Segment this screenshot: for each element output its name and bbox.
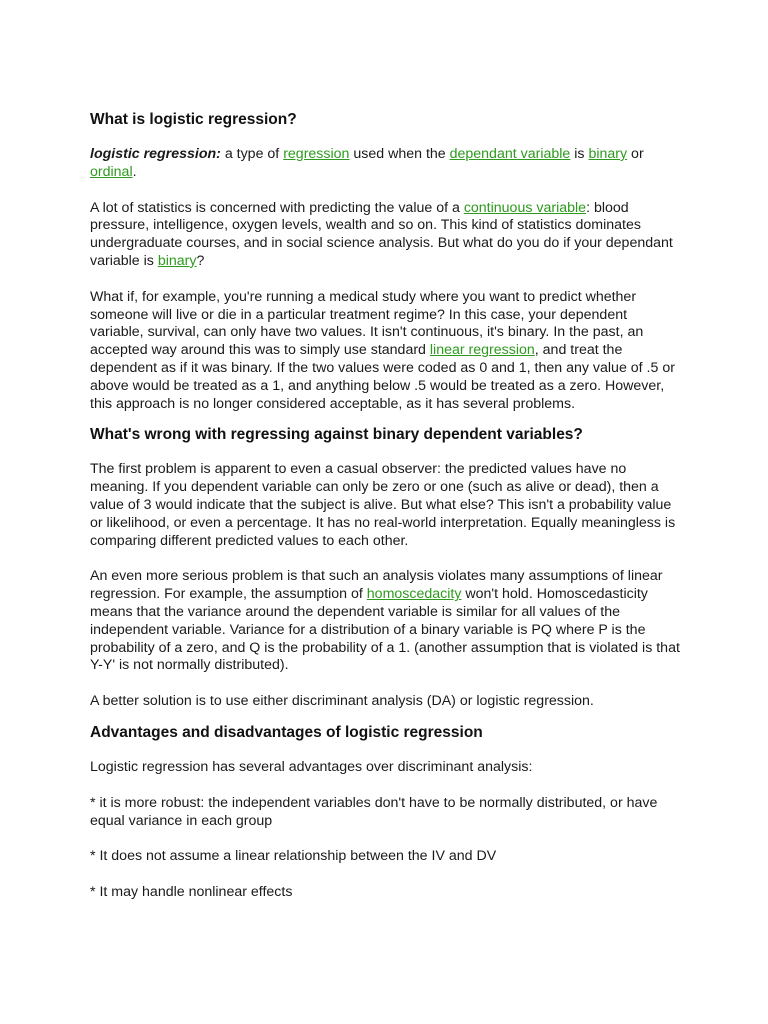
link-regression[interactable]: regression: [283, 146, 350, 162]
link-ordinal[interactable]: ordinal: [90, 163, 133, 180]
definition-paragraph: [90, 146, 682, 182]
definition-term: logistic regression:: [90, 146, 221, 162]
text-run: a type of: [220, 146, 284, 162]
text-run: : blood pressure, intelligence, oxygen levels, wealth and so on. This kind of statistics dominates undergraduate courses, and in social science analysis. But what do you do if your dependant variable is: [90, 199, 673, 269]
link-continuous-variable[interactable]: continuous variable: [463, 199, 587, 216]
text-run: An even more serious problem is that such an analysis violates many assumptions of linear regression. For example, the assumption of: [90, 568, 663, 603]
link-binary-2[interactable]: binary: [157, 252, 197, 269]
text-run: What if, for example, you're running a medical study where you want to predict whether someone will live or die in a particular treatment regime? In this case, your dependent variable, survival, can only have two values. It isn't continuous, it's binary. In the past, an accepted way around this was to simply use standard: [90, 288, 644, 359]
link-dependant-variable[interactable]: dependant variable: [449, 146, 571, 162]
text-run: A lot of statistics is concerned with predicting the value of a: [90, 199, 464, 216]
link-homoscedacity[interactable]: homoscedacity: [366, 586, 462, 603]
text-run: used when the: [349, 146, 450, 162]
heading-whats-wrong: What's wrong with regressing against binary dependent variables?: [90, 426, 583, 444]
text-run: ?: [196, 252, 205, 269]
heading-what-is-logistic-regression: What is logistic regression?: [90, 111, 297, 128]
paragraph-advantages-intro: Logistic regression has several advantages over discriminant analysis:: [90, 758, 533, 775]
heading-advantages-disadvantages: Advantages and disadvantages of logistic regression: [90, 723, 483, 741]
bullet-item: * it is more robust: the independent variables don't have to be normally distributed, or have equal variance in each group: [90, 794, 658, 829]
paragraph-medical-study: [90, 289, 682, 414]
paragraph-first-problem: The first problem is apparent to even a casual observer: the predicted values have no meaning. If you dependent variable can only be zero or one (such as alive or dead), then a value of 3 would indicate that the subject is alive. But what else? This isn't a probability value or likelihood, or even a percentage. It has no real-world interpretation. Equally meaningless is comparing different predicted values to each other.: [90, 461, 676, 549]
paragraph-continuous-variables: [90, 200, 682, 271]
link-binary[interactable]: binary: [588, 146, 628, 162]
bullet-item: * It may handle nonlinear effects: [90, 884, 293, 901]
text-run: is: [570, 146, 589, 162]
link-linear-regression[interactable]: linear regression: [429, 342, 535, 359]
text-run: .: [132, 163, 137, 180]
text-run: or: [627, 146, 644, 162]
document-page: [90, 110, 682, 902]
paragraph-serious-problem: [90, 568, 682, 675]
paragraph-better-solution: A better solution is to use either discriminant analysis (DA) or logistic regression.: [90, 693, 594, 710]
text-run: , and treat the dependent as if it was binary. If the two values were coded as 0 and 1, then any value of .5 or above would be treated as a 1, and anything below .5 would be treated as a zero. However, this approach is no longer considered acceptable, as it has several problems.: [90, 342, 675, 412]
text-run: won't hold. Homoscedasticity means that the variance around the dependent variable is similar for all values of the independent variable. Variance for a distribution of a binary variable is PQ where P is the probability of a zero, and Q is the probability of a 1. (another assumption that is violated is that Y-Y' is not normally distributed).: [90, 586, 680, 674]
bullet-item: * It does not assume a linear relationship between the IV and DV: [90, 848, 497, 865]
